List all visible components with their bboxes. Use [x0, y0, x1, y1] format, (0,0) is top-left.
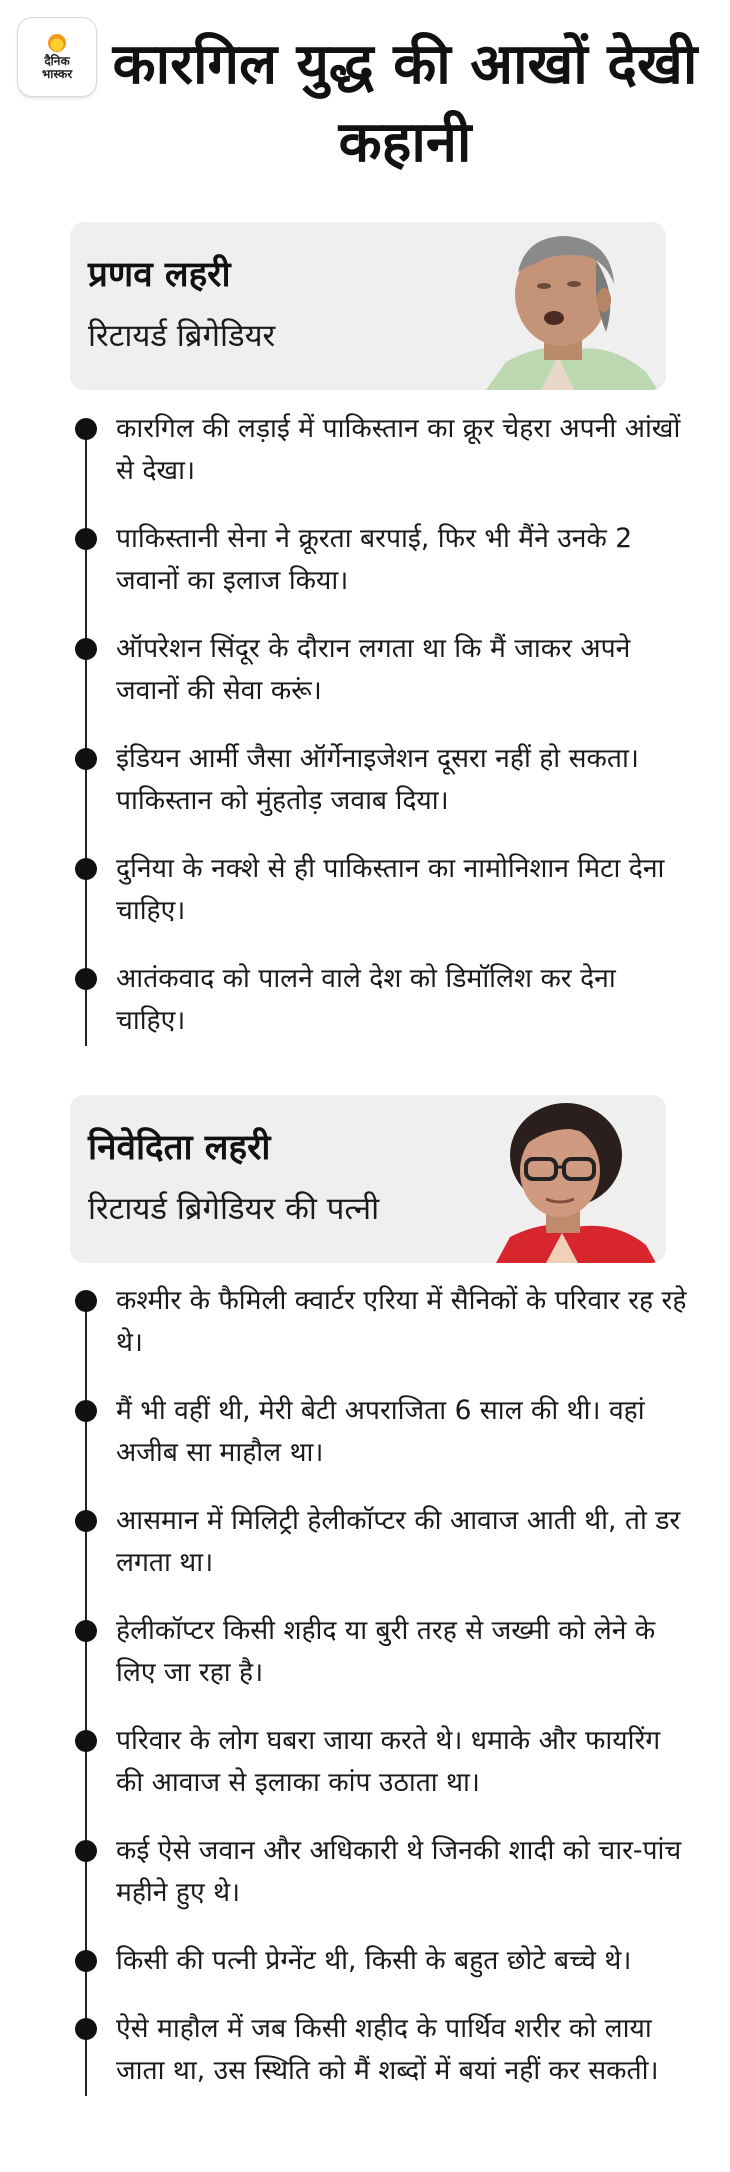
bullet-dot-icon: [75, 1290, 97, 1312]
list-item-text: हेलीकॉप्टर किसी शहीद या बुरी तरह से जख्मी को लेने के लिए जा रहा है।: [116, 1615, 656, 1688]
list-item-text: दुनिया के नक्शे से ही पाकिस्तान का नामोनिशान मिटा देना चाहिए।: [116, 853, 665, 926]
list-item: [70, 1830, 690, 1914]
list-item: [70, 1940, 690, 1982]
list-item: [70, 1610, 690, 1694]
list-item: [70, 518, 690, 602]
logo-line-2: भास्कर: [41, 66, 73, 81]
bullet-dot-icon: [75, 1400, 97, 1422]
portrait-photo-pranav: [446, 222, 666, 390]
person-name: प्रणव लहरी: [88, 255, 231, 295]
bullet-dot-icon: [75, 638, 97, 660]
list-item-text: मैं भी वहीं थी, मेरी बेटी अपराजिता 6 साल की थी। वहां अजीब सा माहौल था।: [116, 1395, 645, 1468]
portrait-photo-nivedita: [446, 1095, 666, 1263]
dainik-bhaskar-logo[interactable]: [18, 18, 96, 96]
bullet-dot-icon: [75, 858, 97, 880]
list-item: [70, 738, 690, 822]
bullet-dot-icon: [75, 1620, 97, 1642]
bullet-dot-icon: [75, 1950, 97, 1972]
person-role: रिटायर्ड ब्रिगेडियर: [88, 318, 276, 354]
sun-icon: [48, 34, 66, 52]
list-item-text: कश्मीर के फैमिली क्वार्टर एरिया में सैनिकों के परिवार रह रहे थे।: [116, 1285, 687, 1358]
list-item: [70, 1280, 690, 1364]
bullet-dot-icon: [75, 968, 97, 990]
list-item-text: ऐसे माहौल में जब किसी शहीद के पार्थिव शरीर को लाया जाता था, उस स्थिति को मैं शब्दों में बयां नहीं कर सकती।: [116, 2013, 659, 2086]
list-item-text: ऑपरेशन सिंदूर के दौरान लगता था कि मैं जाकर अपने जवानों की सेवा करूं।: [116, 633, 631, 706]
list-item-text: परिवार के लोग घबरा जाया करते थे। धमाके और फायरिंग की आवाज से इलाका कांप उठाता था।: [116, 1725, 661, 1798]
profile-card-nivedita: [70, 1095, 666, 1263]
list-item-text: पाकिस्तानी सेना ने क्रूरता बरपाई, फिर भी मैंने उनके 2 जवानों का इलाज किया।: [116, 523, 633, 596]
list-item-text: आतंकवाद को पालने वाले देश को डिमॉलिश कर देना चाहिए।: [116, 963, 616, 1036]
list-item: [70, 1390, 690, 1474]
list-item: [70, 1720, 690, 1804]
list-item-text: किसी की पत्नी प्रेग्नेंट थी, किसी के बहुत छोटे बच्चे थे।: [116, 1945, 632, 1976]
bullet-dot-icon: [75, 1840, 97, 1862]
logo-line-1: दैनिक: [44, 53, 70, 68]
bullet-dot-icon: [75, 528, 97, 550]
person-role: रिटायर्ड ब्रिगेडियर की पत्नी: [88, 1191, 380, 1227]
profile-card-pranav: [70, 222, 666, 390]
person-name: निवेदिता लहरी: [88, 1128, 271, 1168]
bullet-dot-icon: [75, 418, 97, 440]
bullet-dot-icon: [75, 1510, 97, 1532]
list-item: [70, 1500, 690, 1584]
bullet-dot-icon: [75, 1730, 97, 1752]
list-item-text: कारगिल की लड़ाई में पाकिस्तान का क्रूर चेहरा अपनी आंखों से देखा।: [116, 413, 681, 486]
list-item: [70, 958, 690, 1042]
bullet-dot-icon: [75, 748, 97, 770]
list-item: [70, 628, 690, 712]
list-item-text: आसमान में मिलिट्री हेलीकॉप्टर की आवाज आती थी, तो डर लगता था।: [116, 1505, 681, 1578]
list-item: [70, 408, 690, 492]
list-item: [70, 2008, 690, 2092]
timeline-pranav: [70, 408, 690, 1068]
page-title: कारगिल युद्ध की आखों देखी कहानी: [112, 32, 698, 175]
bullet-dot-icon: [75, 2018, 97, 2040]
list-item: [70, 848, 690, 932]
list-item-text: इंडियन आर्मी जैसा ऑर्गेनाइजेशन दूसरा नहीं हो सकता। पाकिस्तान को मुंहतोड़ जवाब दिया।: [116, 743, 639, 816]
timeline-nivedita: [70, 1280, 690, 2118]
list-item-text: कई ऐसे जवान और अधिकारी थे जिनकी शादी को चार-पांच महीने हुए थे।: [116, 1835, 682, 1908]
